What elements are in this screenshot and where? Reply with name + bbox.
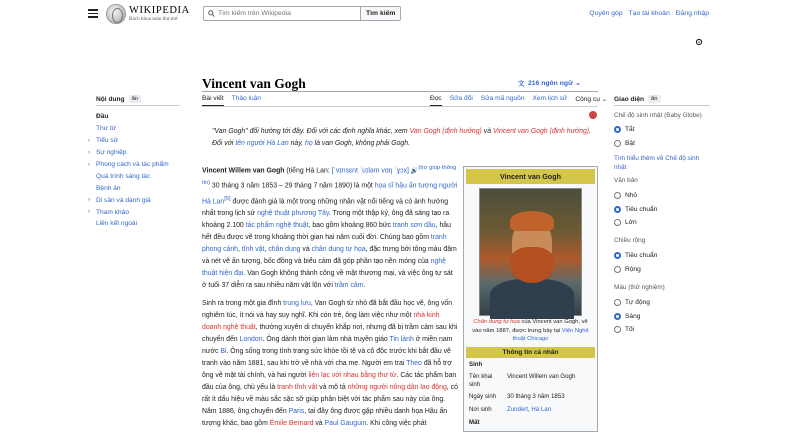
language-count: 216 ngôn ngữ [528,79,573,87]
appearance-hide-button[interactable]: ẩn [648,95,660,103]
infobox-value: Vincent Willem van Gogh [507,372,576,380]
infobox-section-header: Thông tin cá nhân [466,347,595,358]
wikipedia-logo[interactable] [106,4,190,24]
protection-icon[interactable] [589,111,597,119]
radio-icon[interactable] [614,299,621,306]
infobox-section-death: Mất [469,418,480,426]
article-link[interactable]: Tin lành [389,335,414,343]
infobox-label: Ngày sinh [469,393,497,401]
radio-text-small[interactable] [614,192,637,199]
radio-icon[interactable] [614,126,621,133]
toc-item-label[interactable]: Sự nghiệp [96,149,127,157]
ipa-link[interactable]: [ˈvɪnsɛnt ˈʋɪləm vɑŋ ˈɣɔx] [331,167,409,175]
chevron-right-icon[interactable]: › [88,149,90,156]
text: , [264,245,269,253]
radio-icon[interactable] [614,266,621,273]
hatnote-disambiguation [212,126,598,138]
chevron-right-icon[interactable]: › [88,137,90,144]
text: , có rất ít dấu hiệu về màu sắc sặc sỡ giúp phân biệt với tác phẩm sau này của ông. Năm 1886, ông chuyển đến [202,383,458,415]
tab-read[interactable]: Đọc [430,95,442,106]
article-link[interactable]: liên lạc với nhau bằng thư từ [308,371,397,379]
donate-link[interactable]: Quyên góp [589,10,623,17]
table-row [466,404,595,416]
text: . Các tác phẩm ban đầu của ông, chủ yếu là [202,371,457,391]
radio-label: Tiêu chuẩn [625,206,658,213]
text: . [363,281,366,289]
portrait-image[interactable] [479,188,582,316]
toc-item-legacy[interactable] [88,194,169,206]
separator: , [528,405,532,413]
birthplace-link[interactable]: Zundert [507,405,529,413]
caption-link[interactable]: Chân dung tự họa [473,319,520,325]
radio-color-dark[interactable] [614,326,634,333]
toc-item-label[interactable]: Phong cách và tác phẩm [96,161,169,168]
toc-heading [96,95,141,103]
text: , [238,245,242,253]
toc-item-label[interactable]: Liên kết ngoài [96,220,138,228]
hatnote-naming [212,138,598,150]
text: 30 tháng 3 năm 1853 – 29 tháng 7 năm 1890) là một [210,182,375,190]
radio-text-large[interactable] [614,219,637,226]
text: , thường xuyên di chuyển khắp nơi, nhưng đã bị trầm cảm sau khi chuyển đến [202,323,458,343]
article-link[interactable]: những người nông dân lao động [347,383,447,391]
appearance-divider [614,105,710,106]
text: , tại đây ông được gặp nhiều danh họa Hậu ấn tượng khác, bao gồm [202,407,448,427]
radio-label: Sáng [625,313,641,320]
tab-edit-source[interactable]: Sửa mã nguồn [480,95,525,102]
toc-item-external-links[interactable] [88,218,169,230]
toc-item-letters[interactable] [88,123,169,135]
create-account-link[interactable]: Tạo tài khoản [628,10,670,17]
infobox-title: Vincent van Gogh [466,169,595,184]
page-title: Vincent van Gogh [202,76,306,91]
settings-icon[interactable] [695,38,703,46]
toc-item-references[interactable] [88,206,169,218]
radio-label: Tắt [625,126,635,133]
text: , hầu hết đều được vẽ trong khoảng thời gian hai năm cuối đời. Chúng bao gồm [202,221,451,241]
translate-icon [518,79,526,87]
toc-item-label[interactable]: Tiểu sử [96,137,119,145]
radio-width-wide[interactable] [614,266,641,273]
radio-icon[interactable] [614,140,621,147]
search-field[interactable] [203,6,361,21]
portrait-hair [510,211,554,231]
article-link[interactable]: nghệ thuật phương Tây [257,209,329,217]
radio-icon[interactable] [614,252,621,259]
subject-name: Vincent Willem van Gogh [202,167,285,175]
color-label: Màu (thử nghiệm) [614,284,665,291]
article-link[interactable]: London [239,335,263,343]
radio-birthday-on[interactable] [614,140,635,147]
infobox-section-birth: Sinh [469,360,483,368]
article-link[interactable]: họa sĩ hậu ấn tượng người Hà Lan [202,182,458,205]
radio-label: Nhỏ [625,192,638,199]
text: ở miền nam nước [202,335,453,355]
toc-item-career[interactable] [88,147,169,159]
text: . Ông sống trong tình trạng sức khỏe tồi tệ và cô độc trước khi bắt đầu vẽ tranh vào năm 1881, sau khi trở về nhà với cha mẹ. Người em trai [202,347,451,367]
logo-tagline: Bách khoa toàn thư mở [129,16,178,23]
body-paragraph [202,298,458,430]
toc-item-label[interactable]: Thư từ [96,125,117,133]
toc-item-label[interactable]: Tham khảo [96,208,129,216]
hatnote-text: này, [288,139,306,147]
chevron-down-icon: ⌄ [574,80,581,87]
chevron-down-icon: ⌄ [601,96,608,103]
infobox-value: 30 tháng 3 năm 1853 [507,393,565,401]
toc-divider [96,105,180,106]
toc-item-process[interactable] [88,170,169,182]
toc-item-illness[interactable] [88,182,169,194]
portrait-beard [510,247,554,283]
text: . Trong một thập kỷ, ông đã sáng tạo ra khoảng 2.100 [202,209,450,229]
radio-icon[interactable] [614,326,621,333]
text: và [313,419,325,427]
birthday-mode-label: Chế độ sinh nhật (Baby Globe) [614,112,702,119]
radio-width-standard[interactable] [614,252,657,259]
text: và mô tả [317,383,348,391]
site-header [0,0,800,28]
tab-article[interactable]: Bài viết [202,95,224,106]
tools-dropdown[interactable] [575,95,607,106]
text: và [300,245,312,253]
text: . Khi công việc phát [366,419,427,427]
user-links [589,10,709,17]
tools-label: Công cụ [575,96,600,103]
language-button[interactable] [518,79,581,87]
radio-text-standard[interactable] [614,206,657,213]
text: , Van Gogh từ nhỏ đã bắt đầu học vẽ, ông vốn nghiêm túc, ít nói và hay suy nghĩ. Khi còn trẻ, ông làm việc như một [202,299,453,319]
article-link[interactable]: Paris [288,407,305,415]
radio-label: Lớn [625,219,637,226]
citation-link[interactable]: [5] [224,195,231,202]
namespace-tabs [202,95,261,106]
hatnote-text: Đối với [212,139,236,147]
main-menu-icon[interactable] [88,9,98,18]
text: đã hỗ trợ ông về mặt tài chính, và hai người [202,359,452,379]
appearance-heading [614,95,710,103]
hatnote-text: và [481,128,493,135]
article-link[interactable]: chân dung [268,245,301,253]
width-label: Chiều rộng [614,237,646,244]
hatnote-text: . [589,128,592,135]
search-form [203,6,401,21]
article-link[interactable]: Paul Gauguin [324,419,367,427]
article-link[interactable]: tranh phong cảnh [202,233,447,253]
article-link[interactable]: Émile Bernard [269,419,314,427]
article-link[interactable]: tác phẩm nghệ thuật [245,221,309,229]
country-link[interactable]: Hà Lan [531,405,552,413]
logo-wordmark: WIKIPEDIA [129,4,190,16]
birthday-info-link[interactable]: Tìm hiểu thêm về Chế độ sinh nhật [614,155,700,171]
chevron-right-icon[interactable]: › [88,209,90,216]
text: . Van Gogh không thành công về mặt thương mại, và việc ông tự sát ở tuổi 37 diễn ra sau nhiều năm vật lộn với [202,269,453,289]
radio-label: Tiêu chuẩn [625,252,658,259]
view-tabs [430,95,607,106]
radio-icon[interactable] [614,313,621,320]
article-link[interactable]: tranh tĩnh vật [277,383,318,391]
radio-icon[interactable] [614,206,621,213]
radio-color-auto[interactable] [614,299,650,306]
search-icon [208,10,215,17]
toc-item-style[interactable] [88,159,169,171]
radio-label: Rộng [625,266,641,273]
hatnote-link[interactable]: Van Gogh (định hướng) [409,128,482,135]
infobox-label: Nơi sinh [469,405,492,413]
radio-birthday-off[interactable] [614,126,635,133]
radio-label: Tự động [625,299,650,306]
toc-item-label[interactable]: Di sản và danh giá [96,196,151,204]
hatnote-link[interactable]: Vincent van Gogh (định hướng) [492,128,590,135]
tab-history[interactable]: Xem lịch sử [532,95,568,102]
article-link[interactable]: nghệ thuật hiện đại [202,257,446,277]
audio-help-link[interactable]: (trợ giúp·thông tin) [202,165,457,187]
hatnote [212,126,598,149]
tabs-divider [202,106,598,107]
radio-label: Bật [625,140,635,147]
toc-item-label: Đầu [96,113,109,121]
chevron-right-icon[interactable]: › [88,197,90,204]
tab-edit[interactable]: Sửa đổi [449,95,473,102]
infobox-table [466,358,595,430]
toc-item-label[interactable]: Quá trình sáng tác [96,172,151,180]
article-link[interactable]: trung lưu [283,299,311,307]
chevron-right-icon[interactable]: › [88,161,90,168]
login-link[interactable]: Đăng nhập [675,10,709,17]
toc-item-biography[interactable] [88,135,169,147]
title-divider [202,91,598,92]
radio-icon[interactable] [614,219,621,226]
portrait-coat [490,279,574,319]
text: . Ông dành thời gian làm nhà truyền giáo [262,335,390,343]
text: Sinh ra trong một gia đình [202,299,284,307]
search-input[interactable] [218,10,358,17]
hatnote-link[interactable]: tên người Hà Lan [235,139,289,147]
article-link[interactable]: trầm cảm [334,281,364,289]
text: (tiếng Hà Lan: [284,167,332,175]
article-link[interactable]: tranh sơn dầu [392,221,436,229]
article-link[interactable]: Theo [406,359,422,367]
article-link[interactable]: nhà kinh doanh nghệ thuật [202,311,440,331]
hatnote-text: "Van Gogh" đổi hướng tới đây. Đối với các định nghĩa khác, xem [212,128,410,135]
toc-title: Nội dung [96,95,125,103]
text: , bao gồm khoảng 860 bức [308,221,393,229]
toc-item-top[interactable] [88,111,169,123]
toc-hide-button[interactable]: ẩn [129,95,141,103]
article-body [202,162,458,436]
text-size-label: Văn bản [614,177,638,184]
speaker-icon[interactable]: 🔊 [410,168,419,175]
text: , đặc trưng bởi tông màu đậm và nét vẽ ấn tượng, bốc đồng và biểu cảm đã góp phần tạo nền móng của [202,245,457,265]
infobox [463,166,598,432]
tab-talk[interactable]: Thảo luận [231,95,261,102]
hatnote-text: là van Gogh, không phải Gogh. [312,139,410,147]
table-row [466,371,595,392]
caption-text: của Vincent van Gogh, vẽ vào năm 1887, được trưng bày tại [472,319,588,334]
infobox-label: Tên khai sinh [469,372,493,389]
lead-paragraph [202,162,458,292]
table-row [466,391,595,403]
radio-label: Tối [625,326,635,333]
article-link[interactable]: tĩnh vật [241,245,265,253]
text: được đánh giá là một trong những nhân vật nổi tiếng và có ảnh hưởng nhất trong lịch sử [202,197,449,217]
article-link[interactable]: chân dung tự họa [311,245,366,253]
svg-text:文: 文 [518,79,525,88]
toc-item-label[interactable]: Bệnh ân [96,184,121,192]
radio-color-light[interactable] [614,313,640,320]
hatnote-link[interactable]: họ [305,139,313,147]
globe-icon [106,4,126,24]
table-of-contents [88,111,169,230]
caption-link[interactable]: Viện Nghệ thuật Chicago [512,327,589,342]
article-link[interactable]: Bỉ [220,347,227,355]
image-caption [466,318,595,347]
search-button[interactable]: Tìm kiếm [361,6,401,21]
radio-icon[interactable] [614,192,621,199]
infobox-value [504,404,595,416]
appearance-title: Giao diện [614,95,645,103]
